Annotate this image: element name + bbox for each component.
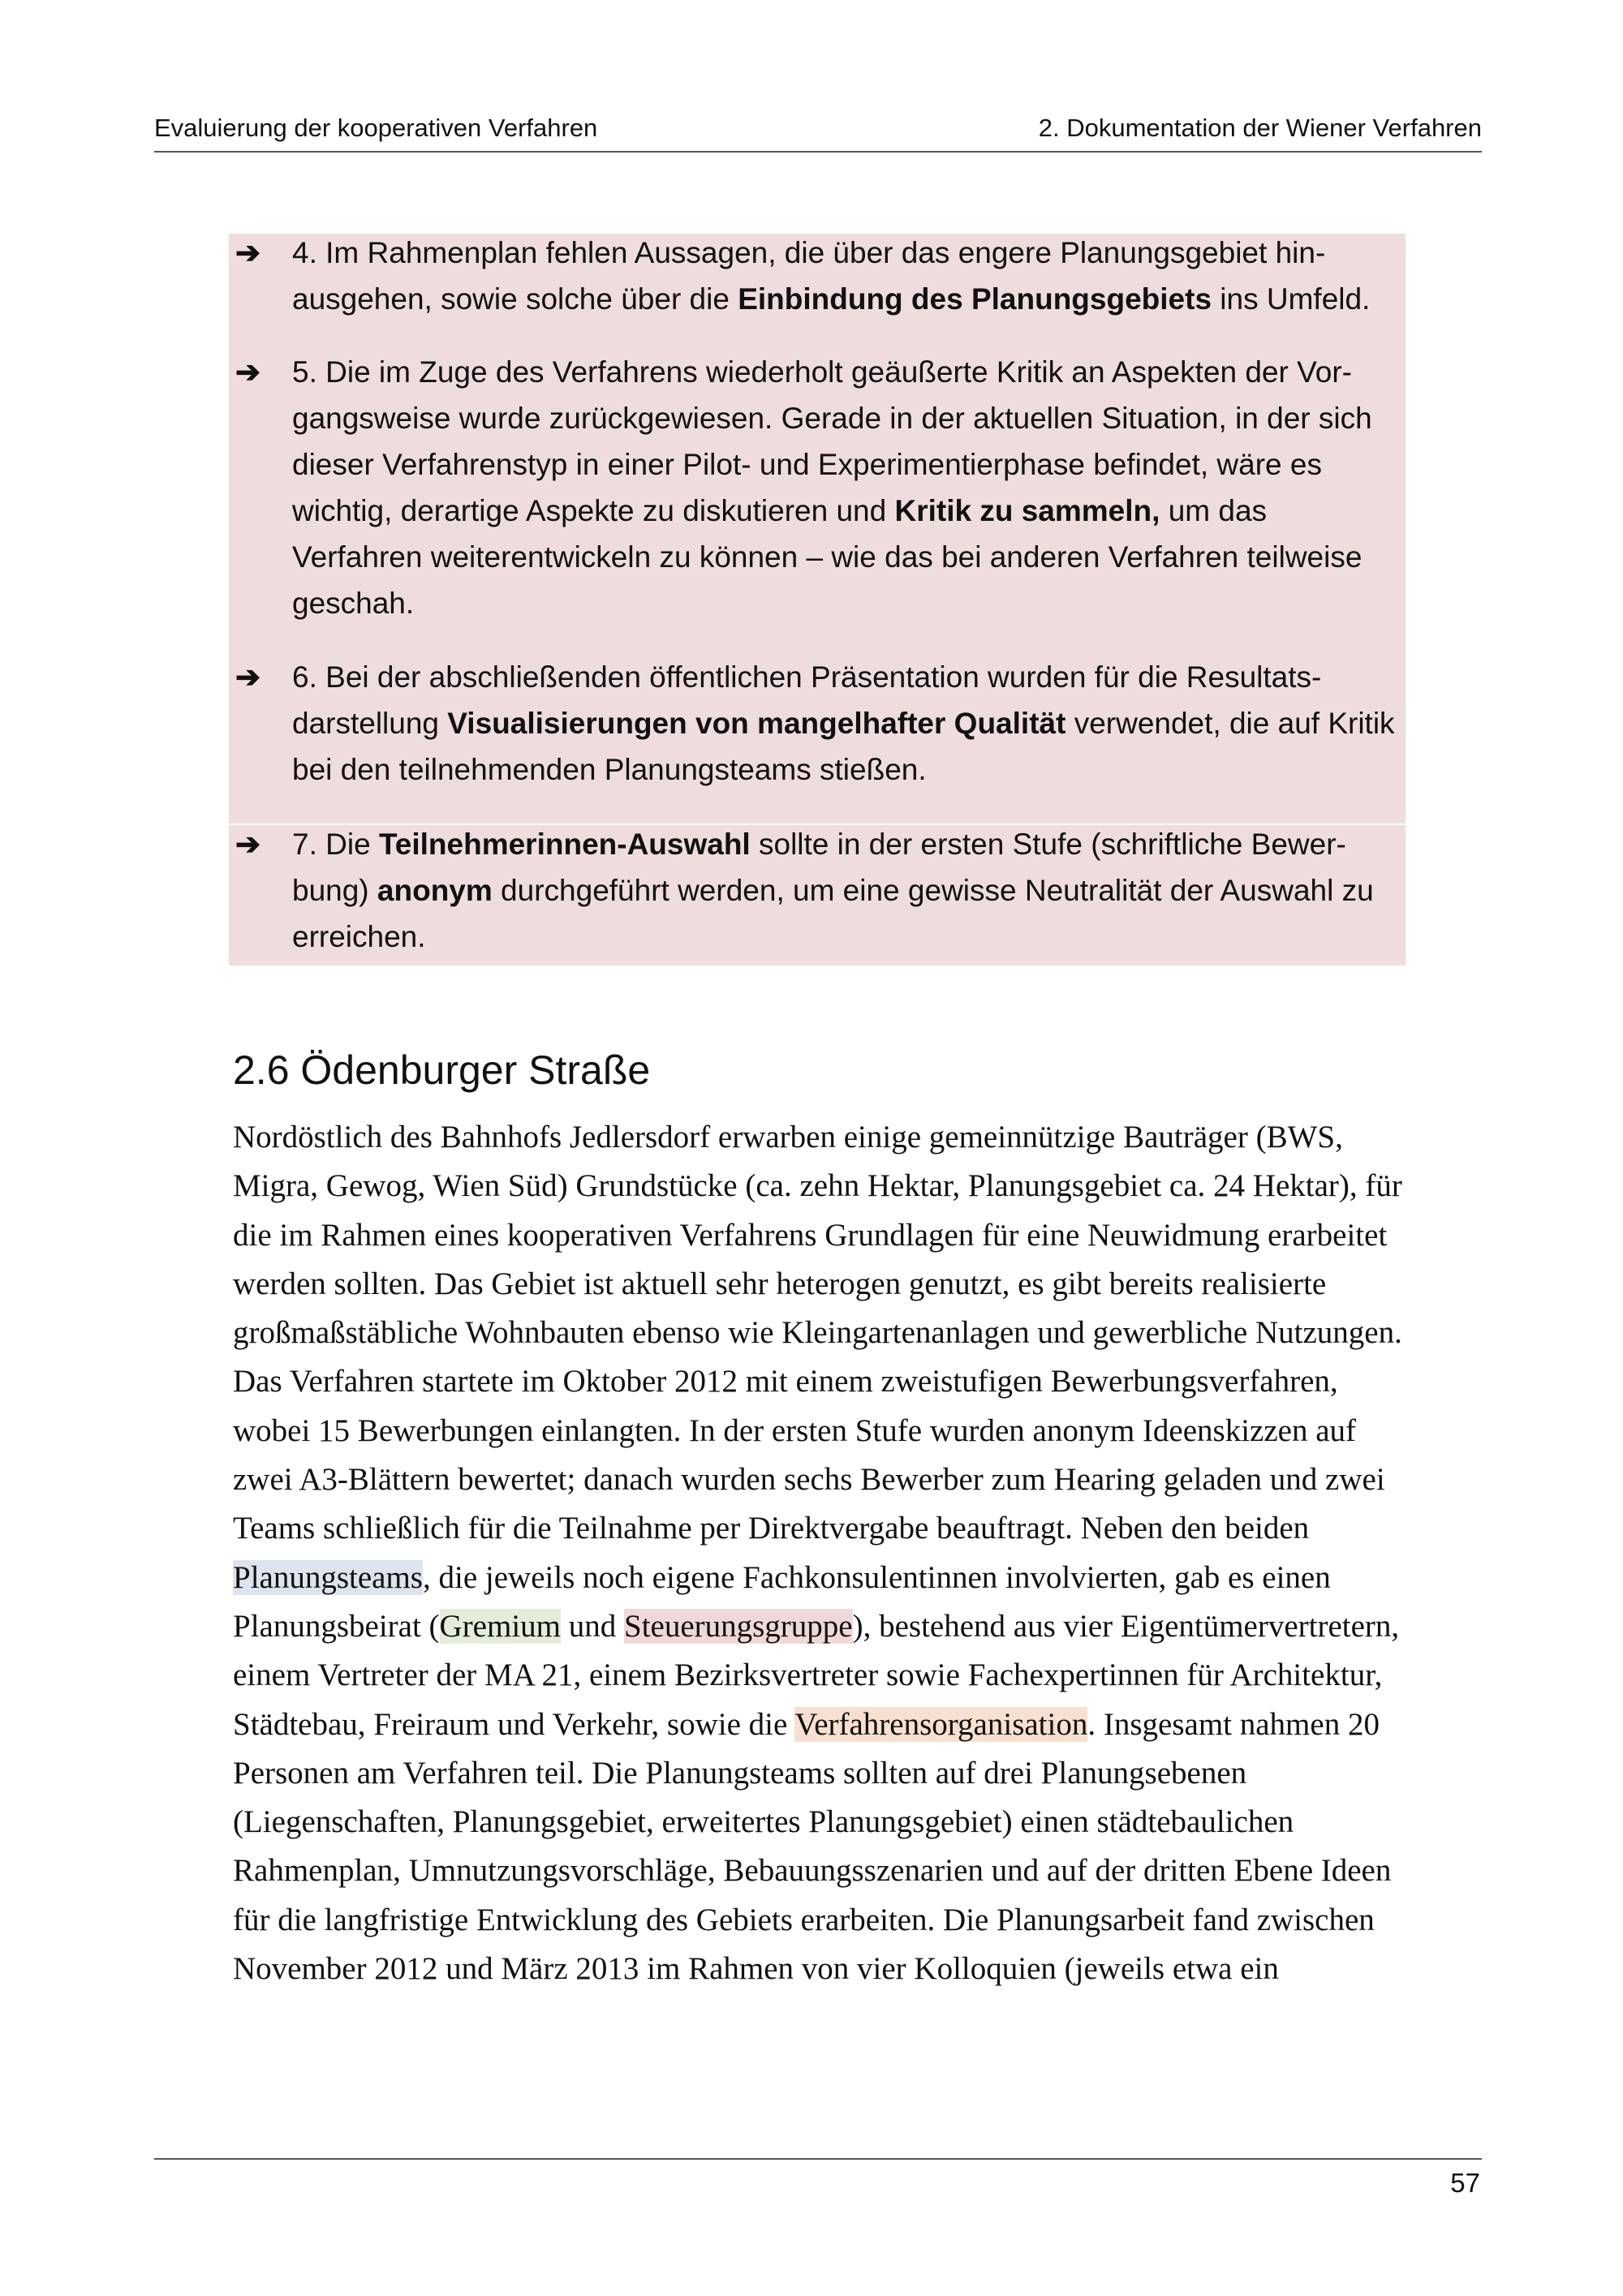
arrow-right-icon: ➔ bbox=[235, 236, 261, 269]
header-document-title: Evaluierung der kooperativen Verfahren bbox=[154, 114, 598, 142]
page-number: 57 bbox=[1450, 2168, 1480, 2198]
running-header bbox=[154, 114, 1482, 153]
finding-item-6 bbox=[235, 654, 1404, 793]
highlight-gremium: Gremium bbox=[439, 1608, 561, 1644]
section-heading: 2.6 Ödenburger Straße bbox=[233, 1047, 651, 1093]
finding-item-4 bbox=[235, 230, 1404, 322]
finding-text: 7. Die Teilnehmerinnen-Auswahl sollte in der ersten Stufe (schriftliche Bewerbung) anonym durchgeführt werden, um eine gewisse Neutralität der Auswahl zu erreichen. bbox=[292, 828, 1374, 953]
finding-text: 6. Bei der abschließenden öffentlichen Präsentation wurden für die Resultatsdarstellung Visualisierungen von mangelhafter Qualität verwendet, die auf Kritik bei den teilnehmenden Planungsteams stießen. bbox=[292, 660, 1395, 786]
finding-item-7 bbox=[235, 821, 1404, 960]
highlight-verfahrensorganisation: Verfahrensorganisation bbox=[794, 1706, 1088, 1742]
highlight-planungsteams: Planungsteams bbox=[233, 1559, 423, 1595]
arrow-right-icon: ➔ bbox=[235, 828, 261, 861]
arrow-right-icon: ➔ bbox=[235, 660, 261, 694]
header-chapter-title: 2. Dokumentation der Wiener Verfahren bbox=[1038, 114, 1482, 142]
highlight-steuerungsgruppe: Steuerungsgruppe bbox=[624, 1608, 853, 1644]
body-paragraph: Nordöstlich des Bahnhofs Jedlersdorf erwarben einige gemeinnützige Bauträger (BWS, Migra, Gewog, Wien Süd) Grundstücke (ca. zehn Hektar, Planungsgebiet ca. 24 Hektar), für die im Rahmen eines kooperativen Verfahrens Grundlagen für eine Neuwidmung erarbeitet werden sollten. Das Gebiet ist aktuell sehr heterogen genutzt, es gibt bereits realisierte großmaßstäbliche Wohnbauten ebenso wie Kleingartenanlagen und gewerbliche Nutzungen. Das Verfahren startete im Oktober 2012 mit einem zweistufigen Bewerbungsverfahren, wobei 15 Bewerbungen einlangten. In der ersten Stufe wurden anonym Ideenskizzen auf zwei A3-Blättern bewertet; danach wurden sechs Bewerber zum Hearing geladen und zwei Teams schließlich für die Teilnahme per Direktvergabe beauftragt. Neben den beiden Planungsteams, die jeweils noch eigene Fachkonsulentinnen involvierten, gab es einen Planungsbeirat (Gremium und Steuerungsgruppe), bestehend aus vier Eigentümervertretern, einem Vertreter der MA 21, einem Bezirksvertreter sowie Fachexpertinnen für Architektur, Städtebau, Freiraum und Verkehr, sowie die Verfahrensorganisation. Insgesamt nahmen 20 Personen am Verfahren teil. Die Planungsteams sollten auf drei Planungsebenen (Liegenschaften, Planungsgebiet, erweitertes Planungsgebiet) einen städtebaulichen Rahmenplan, Umnutzungsvorschläge, Bebauungsszenarien und auf der dritten Ebene Ideen für die langfristige Entwicklung des Gebiets erarbeiten. Die Planungsarbeit fand zwischen November 2012 und März 2013 im Rahmen von vier Kolloquien (jeweils etwa ein bbox=[233, 1120, 1402, 1987]
arrow-right-icon: ➔ bbox=[235, 355, 261, 389]
finding-text: 5. Die im Zuge des Verfahrens wiederholt geäußerte Kritik an Aspekten der Vorgangsweise wurde zurückgewiesen. Gerade in der aktuellen Situation, in der sich dieser Verfahrenstyp in einer Pilot- und Experimentierphase befindet, wäre es wichtig, derartige Aspekte zu diskutieren und Kritik zu sammeln, um das Verfahren weiterentwickeln zu können – wie das bei anderen Verfahren teilweise geschah. bbox=[292, 355, 1372, 620]
footer-rule bbox=[154, 2158, 1482, 2160]
finding-text: 4. Im Rahmenplan fehlen Aussagen, die über das engere Planungsgebiet hinausgehen, sowie solche über die Einbindung des Planungsgebiets ins Umfeld. bbox=[292, 236, 1371, 316]
finding-item-5 bbox=[235, 349, 1404, 626]
